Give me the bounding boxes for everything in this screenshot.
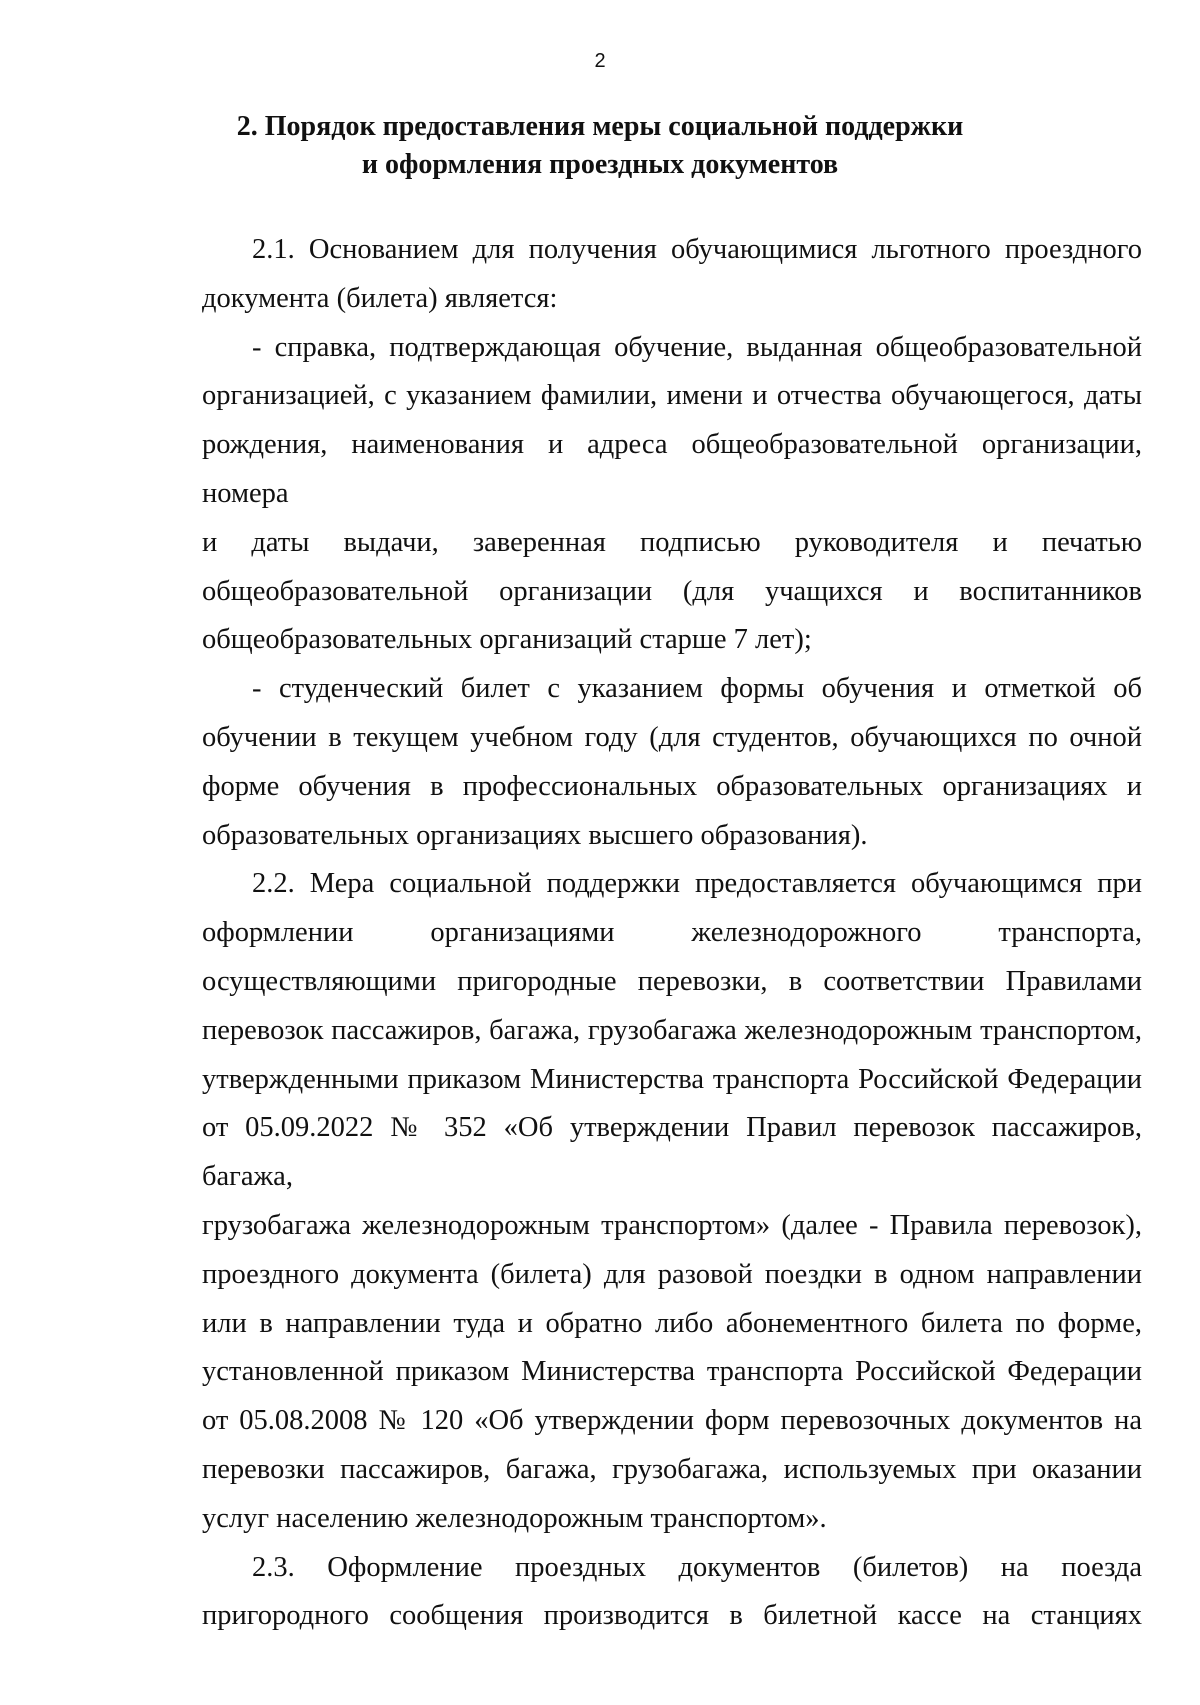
text-line: 2.3. Оформление проездных документов (билетов) на поезда bbox=[252, 1551, 1142, 1583]
text-line: оформлении организациями железнодорожного транспорта, bbox=[202, 917, 1142, 949]
text-line: общеобразовательных организаций старше 7 лет); bbox=[202, 624, 812, 656]
paragraph-2-2 bbox=[202, 860, 1142, 1543]
text-line: обучении в текущем учебном году (для студентов, обучающихся по очной bbox=[202, 721, 1142, 753]
text-line: - справка, подтверждающая обучение, выданная общеобразовательной bbox=[252, 331, 1142, 363]
text-line: общеобразовательной организации (для учащихся и воспитанников bbox=[202, 575, 1142, 607]
paragraph-2-1-item-certificate bbox=[202, 324, 1142, 666]
text-line: рождения, наименования и адреса общеобразовательной организации, номера bbox=[202, 429, 1142, 509]
section-title bbox=[0, 108, 1200, 184]
text-line: перевозок пассажиров, багажа, грузобагажа железнодорожным транспортом, bbox=[202, 1014, 1142, 1046]
text-line: образовательных организациях высшего образования). bbox=[202, 819, 868, 851]
section-title-line-1: 2. Порядок предоставления меры социальной поддержки bbox=[236, 111, 964, 142]
section-title-line-2: и оформления проездных документов bbox=[361, 149, 839, 180]
text-line: проездного документа (билета) для разовой поездки в одном направлении bbox=[202, 1258, 1142, 1290]
text-line: 2.1. Основанием для получения обучающимися льготного проездного bbox=[252, 234, 1142, 265]
text-line: от 05.08.2008 № 120 «Об утверждении форм перевозочных документов на bbox=[202, 1405, 1142, 1437]
text-line: перевозки пассажиров, багажа, грузобагажа, используемых при оказании bbox=[202, 1453, 1142, 1485]
text-line: утвержденными приказом Министерства транспорта Российской Федерации bbox=[202, 1063, 1142, 1095]
text-line: услуг населению железнодорожным транспортом». bbox=[202, 1502, 827, 1534]
paragraph-2-1 bbox=[202, 226, 1142, 324]
text-line: организацией, с указанием фамилии, имени и отчества обучающегося, даты bbox=[202, 380, 1142, 412]
text-line: - студенческий билет с указанием формы обучения и отметкой об bbox=[252, 673, 1142, 705]
text-line: документа (билета) является: bbox=[202, 282, 558, 314]
paragraph-2-1-item-student-card bbox=[202, 665, 1142, 860]
paragraph-2-3 bbox=[202, 1544, 1142, 1642]
text-line: 2.2. Мера социальной поддержки предоставляется обучающимся при bbox=[252, 868, 1142, 900]
text-line: и даты выдачи, заверенная подписью руководителя и печатью bbox=[202, 526, 1142, 558]
text-line: или в направлении туда и обратно либо абонементного билета по форме, bbox=[202, 1307, 1142, 1339]
text-line: установленной приказом Министерства транспорта Российской Федерации bbox=[202, 1356, 1142, 1388]
text-line: осуществляющими пригородные перевозки, в соответствии Правилами bbox=[202, 965, 1142, 997]
page-number: 2 bbox=[594, 50, 606, 72]
text-line: форме обучения в профессиональных образовательных организациях и bbox=[202, 770, 1142, 802]
text-line: пригородного сообщения производится в билетной кассе на станциях bbox=[202, 1600, 1142, 1632]
document-body bbox=[202, 226, 1142, 1641]
text-line: от 05.09.2022 № 352 «Об утверждении Правил перевозок пассажиров, багажа, bbox=[202, 1112, 1142, 1193]
text-line: грузобагажа железнодорожным транспортом» (далее - Правила перевозок), bbox=[202, 1209, 1142, 1241]
